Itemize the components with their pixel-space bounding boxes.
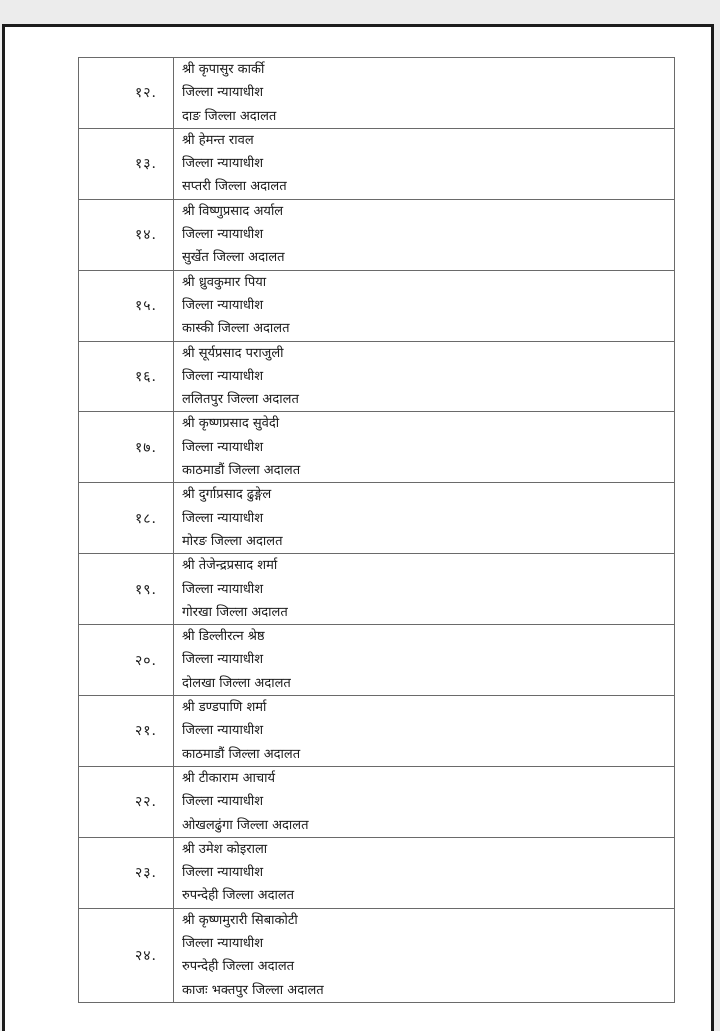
- table-row: [79, 58, 675, 129]
- judge-position: जिल्ला न्यायाधीश: [182, 723, 264, 739]
- table-row: [79, 625, 675, 696]
- judge-name: श्री कृपासुर कार्की: [182, 62, 265, 77]
- table-row: [79, 696, 675, 767]
- serial-number: १५.: [79, 270, 174, 341]
- table-row: [79, 766, 675, 837]
- serial-number: १२.: [79, 58, 174, 129]
- judge-court: सुर्खेत जिल्ला अदालत: [182, 250, 285, 266]
- judge-name: श्री दुर्गाप्रसाद ढुङ्गेल: [182, 487, 272, 503]
- table-row: [79, 412, 675, 483]
- judge-name: श्री कृष्णप्रसाद सुवेदी: [182, 416, 280, 432]
- serial-number: २०.: [79, 625, 174, 696]
- judge-court: दोलखा जिल्ला अदालत: [182, 675, 291, 691]
- judge-details: [174, 58, 675, 129]
- document-page: [2, 24, 714, 1031]
- judge-position: जिल्ला न्यायाधीश: [182, 794, 264, 810]
- judge-court: ओखलढुंगा जिल्ला अदालत: [182, 817, 309, 833]
- judge-name: श्री डिल्लीरत्न श्रेष्ठ: [182, 629, 265, 645]
- serial-number: १४.: [79, 199, 174, 270]
- judge-name: श्री कृष्णमुरारी सिबाकोटी: [182, 912, 298, 928]
- judge-position: जिल्ला न्यायाधीश: [182, 297, 264, 313]
- judge-position: जिल्ला न्यायाधीश: [182, 510, 264, 526]
- table-row: [79, 554, 675, 625]
- judge-details: [174, 199, 675, 270]
- judge-name: श्री ध्रुवकुमार पिया: [182, 274, 267, 290]
- judge-details: [174, 483, 675, 554]
- judge-name: श्री हेमन्त रावल: [182, 132, 254, 148]
- table-row: [79, 908, 675, 1002]
- serial-number: १९.: [79, 554, 174, 625]
- serial-number: १६.: [79, 341, 174, 412]
- judge-court: दाङ जिल्ला अदालत: [182, 108, 277, 124]
- judge-name: श्री विष्णुप्रसाद अर्याल: [182, 203, 284, 219]
- judge-details: [174, 128, 675, 199]
- judge-court: रुपन्देही जिल्ला अदालत: [182, 959, 295, 975]
- serial-number: २४.: [79, 908, 174, 1002]
- serial-number: २१.: [79, 696, 174, 767]
- judge-position: जिल्ला न्यायाधीश: [182, 935, 264, 951]
- table-row: [79, 270, 675, 341]
- judge-name: श्री तेजेन्द्रप्रसाद शर्मा: [182, 558, 278, 574]
- judge-name: श्री उमेश कोइराला: [182, 841, 268, 857]
- table-row: [79, 128, 675, 199]
- judge-position: जिल्ला न्यायाधीश: [182, 156, 264, 172]
- judge-details: [174, 341, 675, 412]
- judge-position: जिल्ला न्यायाधीश: [182, 227, 264, 243]
- serial-number: १३.: [79, 128, 174, 199]
- judge-details: [174, 696, 675, 767]
- judge-court: कास्की जिल्ला अदालत: [182, 321, 290, 337]
- judge-position: जिल्ला न्यायाधीश: [182, 85, 264, 101]
- judge-details: [174, 908, 675, 1002]
- judge-details: [174, 554, 675, 625]
- judge-court: काठमाडौं जिल्ला अदालत: [182, 746, 301, 762]
- table-row: [79, 483, 675, 554]
- serial-number: २२.: [79, 766, 174, 837]
- judge-court: रुपन्देही जिल्ला अदालत: [182, 888, 295, 904]
- judge-details: [174, 412, 675, 483]
- serial-number: १८.: [79, 483, 174, 554]
- serial-number: २३.: [79, 837, 174, 908]
- judge-court: सप्तरी जिल्ला अदालत: [182, 179, 287, 195]
- judge-details: [174, 837, 675, 908]
- judge-court: ललितपुर जिल्ला अदालत: [182, 392, 299, 408]
- acting-assignment-note: काजः भक्तपुर जिल्ला अदालत: [182, 982, 324, 998]
- table-row: [79, 341, 675, 412]
- judge-name: श्री सूर्यप्रसाद पराजुली: [182, 345, 284, 361]
- judge-name: श्री टीकाराम आचार्य: [182, 770, 276, 786]
- judges-table: [78, 57, 675, 1003]
- judge-details: [174, 625, 675, 696]
- table-row: [79, 837, 675, 908]
- serial-number: १७.: [79, 412, 174, 483]
- judge-name: श्री डण्डपाणि शर्मा: [182, 700, 267, 716]
- judge-position: जिल्ला न्यायाधीश: [182, 581, 264, 597]
- judge-position: जिल्ला न्यायाधीश: [182, 368, 264, 384]
- judge-position: जिल्ला न्यायाधीश: [182, 865, 264, 881]
- judge-details: [174, 766, 675, 837]
- judge-court: गोरखा जिल्ला अदालत: [182, 604, 288, 620]
- table-row: [79, 199, 675, 270]
- judge-court: काठमाडौं जिल्ला अदालत: [182, 463, 301, 479]
- judge-position: जिल्ला न्यायाधीश: [182, 439, 264, 455]
- judge-court: मोरङ जिल्ला अदालत: [182, 533, 283, 549]
- judge-position: जिल्ला न्यायाधीश: [182, 652, 264, 668]
- judge-details: [174, 270, 675, 341]
